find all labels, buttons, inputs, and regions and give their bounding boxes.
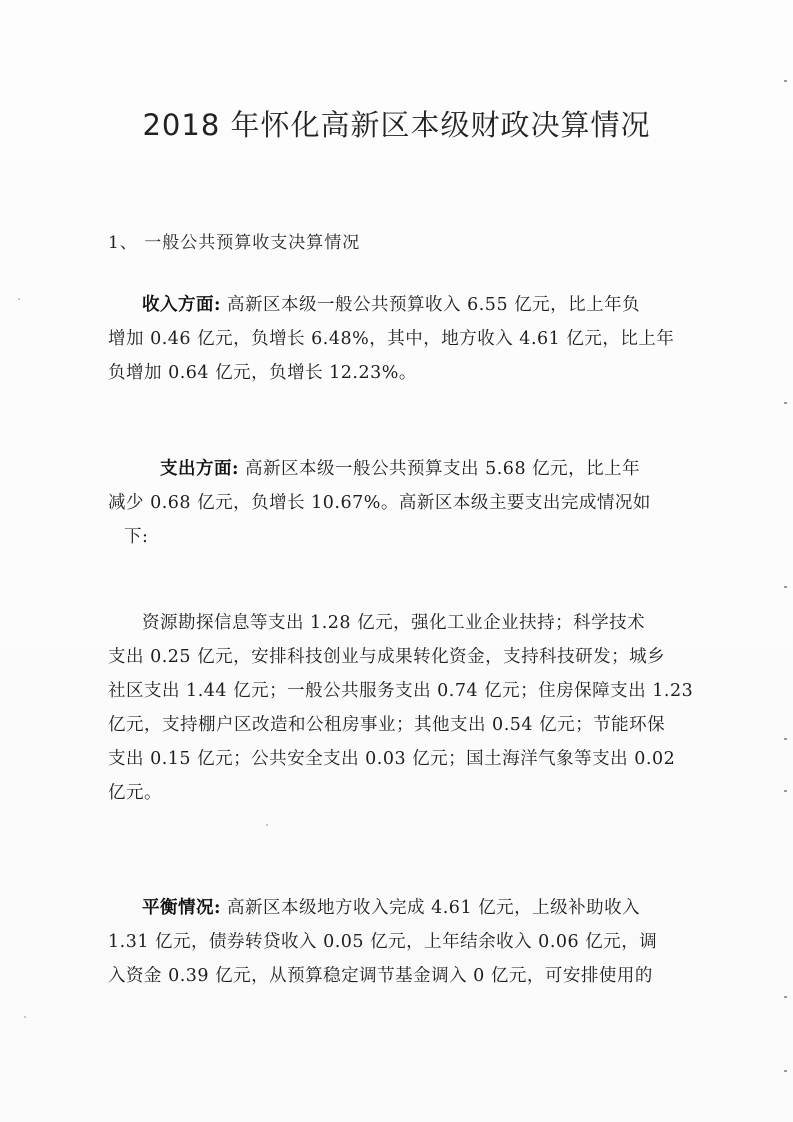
paragraph-line: 增加 0.46 亿元，负增长 6.48%，其中，地方收入 4.61 亿元，比上年	[108, 329, 675, 349]
paragraph-line: 社区支出 1.44 亿元；一般公共服务支出 0.74 亿元；住房保障支出 1.23	[108, 681, 694, 701]
scan-mark	[784, 790, 787, 792]
expenditure-label: 支出方面:	[160, 459, 239, 479]
paragraph-line: 减少 0.68 亿元，负增长 10.67%。高新区本级主要支出完成情况如	[108, 493, 651, 513]
paragraph-line: 资源勘探信息等支出 1.28 亿元，强化工业企业扶持；科学技术	[142, 613, 646, 633]
paragraph-line: 支出 0.25 亿元，安排科技创业与成果转化资金，支持科技研发；城乡	[108, 647, 666, 667]
scan-mark	[784, 586, 787, 588]
income-label: 收入方面:	[142, 295, 221, 315]
balance-label: 平衡情况:	[142, 898, 221, 918]
line-text: 高新区本级一般公共预算收入 6.55 亿元，比上年负	[227, 295, 641, 315]
scan-mark	[784, 80, 787, 82]
paragraph-line: 下:	[124, 527, 149, 547]
paragraph-line	[108, 891, 657, 925]
line-text: 高新区本级一般公共预算支出 5.68 亿元，比上年	[245, 459, 641, 479]
paragraph-line: 支出 0.15 亿元；公共安全支出 0.03 亿元；国土海洋气象等支出 0.02	[108, 749, 676, 769]
section-heading: 1、 一般公共预算收支决算情况	[108, 233, 361, 253]
paragraph-line: 亿元，支持棚户区改造和公租房事业；其他支出 0.54 亿元；节能环保	[108, 715, 666, 735]
expenditure-paragraph	[108, 452, 651, 554]
expenditure-detail-paragraph	[108, 606, 693, 810]
paragraph-line	[108, 452, 651, 486]
scan-mark	[784, 1070, 787, 1072]
paragraph-line	[108, 288, 674, 322]
document-title: 2018 年怀化高新区本级财政决算情况	[142, 108, 651, 142]
paragraph-line: 负增加 0.64 亿元，负增长 12.23%。	[108, 363, 417, 383]
paragraph-line: 亿元。	[108, 783, 162, 803]
paragraph-line: 1.31 亿元，债券转贷收入 0.05 亿元，上年结余收入 0.06 亿元，调	[108, 932, 658, 952]
balance-paragraph	[108, 891, 657, 993]
scan-mark	[784, 738, 787, 740]
scan-speck	[24, 1016, 26, 1018]
scan-speck	[266, 824, 268, 826]
scan-mark	[784, 402, 787, 404]
paragraph-line: 入资金 0.39 亿元，从预算稳定调节基金调入 0 亿元，可安排使用的	[108, 966, 653, 986]
scan-speck	[18, 298, 20, 300]
scan-mark	[784, 996, 787, 998]
line-text: 高新区本级地方收入完成 4.61 亿元，上级补助收入	[227, 898, 641, 918]
income-paragraph	[108, 288, 674, 390]
